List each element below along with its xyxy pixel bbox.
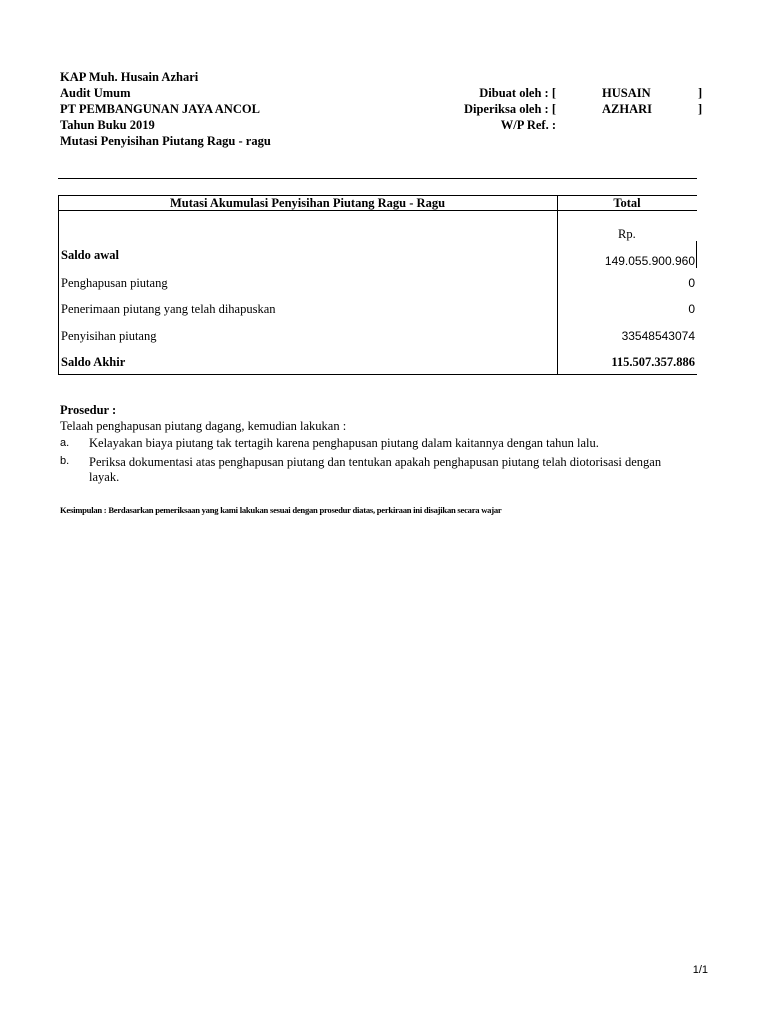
table-row-value: 33548543074 (621, 329, 695, 343)
prepared-by-value: HUSAIN (602, 86, 651, 100)
audit-type: Audit Umum (60, 86, 131, 100)
table-row-label: Saldo Akhir (61, 355, 126, 369)
reviewed-by-close-bracket: ] (698, 102, 703, 116)
table-row-label: Penghapusan piutang (61, 276, 168, 290)
currency-label: Rp. (618, 227, 636, 241)
procedure-item-text: Kelayakan biaya piutang tak tertagih karena penghapusan piutang dalam kaitannya dengan tahun lalu. (89, 436, 599, 450)
reviewed-by-value: AZHARI (602, 102, 653, 116)
client-name: PT PEMBANGUNAN JAYA ANCOL (60, 102, 260, 116)
table-row-value: 115.507.357.886 (611, 355, 695, 369)
page-number: 1/1 (692, 964, 708, 976)
procedure-intro: Telaah penghapusan piutang dagang, kemudian lakukan : (60, 419, 347, 433)
prepared-by-label: Dibuat oleh : [ (479, 86, 556, 100)
procedure-item-text: Periksa dokumentasi atas penghapusan piutang dan tentukan apakah penghapusan piutang telah diotorisasi dengan layak. (89, 455, 662, 484)
table-header-total: Total (613, 196, 641, 210)
header-divider (58, 178, 697, 179)
worksheet-subject: Mutasi Penyisihan Piutang Ragu - ragu (60, 134, 271, 148)
table-row-value: 149.055.900.960 (604, 254, 695, 268)
fiscal-year: Tahun Buku 2019 (60, 118, 155, 132)
firm-name: KAP Muh. Husain Azhari (60, 70, 199, 84)
procedure-item-marker: b. (60, 455, 70, 467)
table-row-value: 0 (688, 302, 695, 316)
procedure-item-marker: a. (60, 437, 70, 449)
cell-marker (696, 241, 697, 268)
conclusion-text: Kesimpulan : Berdasarkan pemeriksaan yang kami lakukan sesuai dengan prosedur diatas, perkiraan ini disajikan secara wajar (60, 505, 502, 515)
procedure-title: Prosedur : (60, 403, 117, 417)
table-header-description: Mutasi Akumulasi Penyisihan Piutang Ragu - Ragu (169, 196, 446, 210)
wp-ref-label: W/P Ref. : (500, 118, 556, 132)
prepared-by-close-bracket: ] (698, 86, 703, 100)
table-row-label: Penyisihan piutang (61, 329, 157, 343)
reviewed-by-label: Diperiksa oleh : [ (463, 102, 556, 116)
table-column-divider (557, 195, 558, 375)
table-row-value: 0 (688, 276, 695, 290)
table-row-label: Penerimaan piutang yang telah dihapuskan (61, 302, 276, 316)
table-row-label: Saldo awal (61, 248, 120, 262)
